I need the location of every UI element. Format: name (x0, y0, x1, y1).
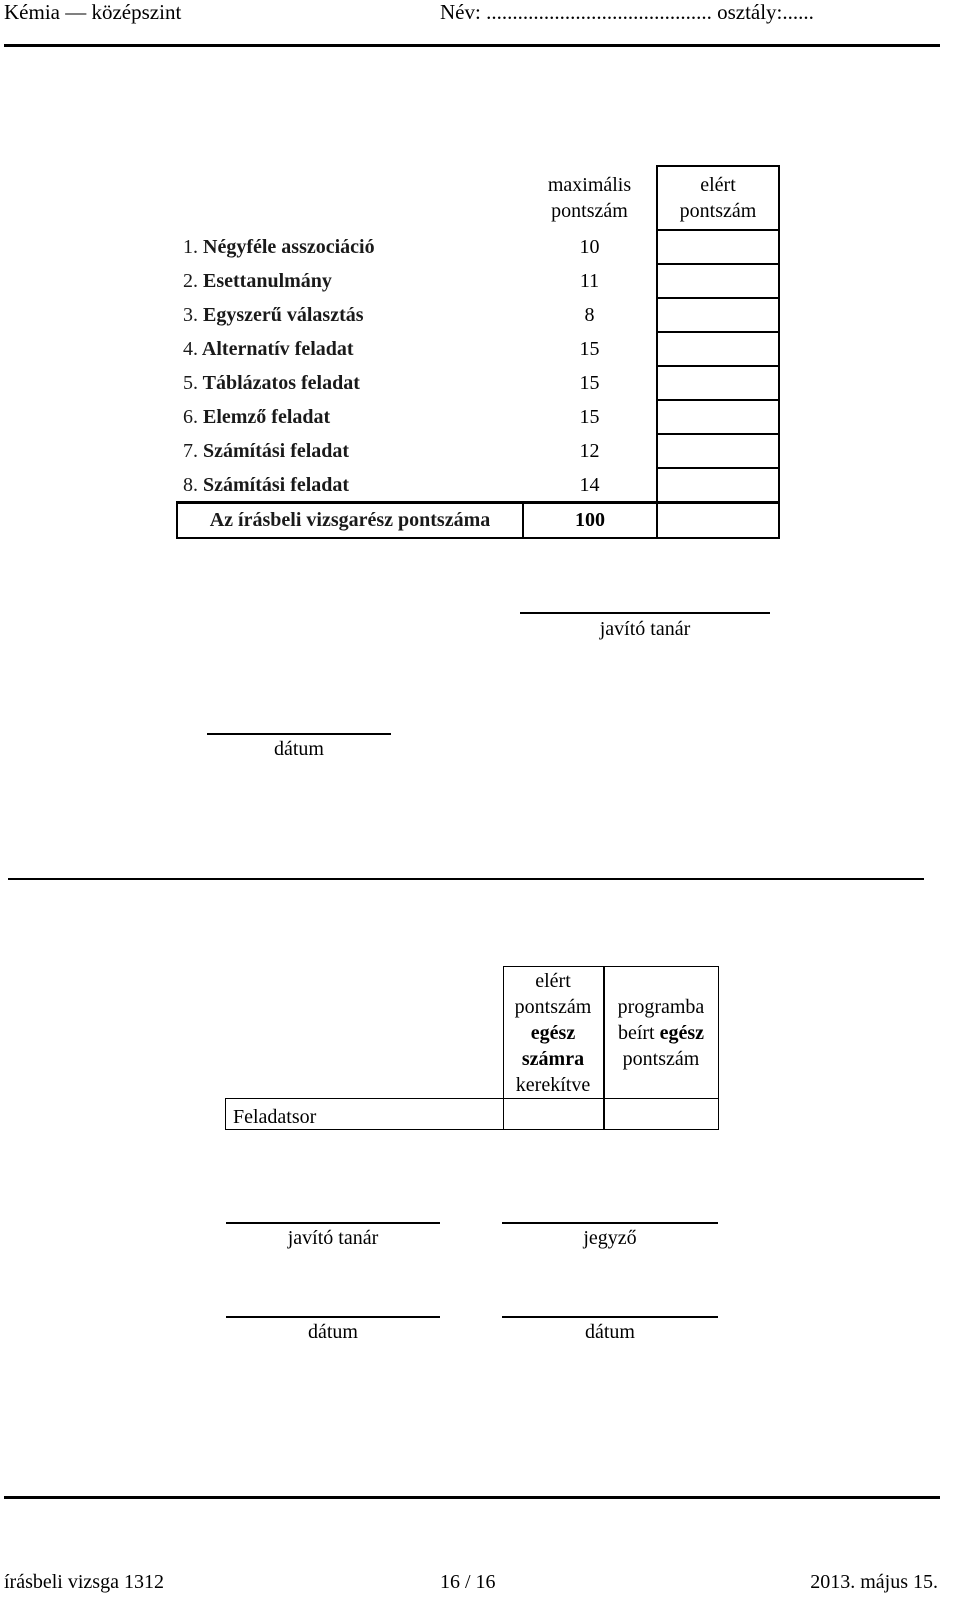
task-max: 10 (579, 236, 600, 258)
bottom-teacher-signature-line[interactable] (226, 1222, 440, 1224)
header-rule (4, 44, 940, 47)
task-title: Négyféle asszociáció (203, 236, 375, 258)
table-row (177, 264, 779, 298)
task-got-field[interactable] (657, 366, 779, 400)
task-title: Számítási feladat (203, 473, 350, 496)
task-max: 15 (579, 372, 600, 394)
total-max: 100 (523, 503, 657, 539)
bottom-date1-label: dátum (308, 1321, 358, 1343)
footer-exam-code: írásbeli vizsga 1312 (4, 1571, 164, 1593)
task-max: 15 (579, 338, 600, 360)
bottom-teacher-label: javító tanár (287, 1227, 379, 1249)
clerk-signature-line[interactable] (502, 1222, 718, 1224)
col-max-line1: maximális (547, 174, 632, 196)
program-header-line3: pontszám (622, 1048, 700, 1070)
task-name (177, 298, 523, 332)
task-number: 8. (183, 473, 198, 496)
date-signature-line[interactable] (207, 733, 391, 735)
task-name (177, 230, 523, 264)
section-separator (8, 878, 924, 880)
task-number: 6. (183, 406, 198, 428)
rounded-header-line5: kerekítve (515, 1074, 591, 1096)
feladatsor-label: Feladatsor (233, 1106, 317, 1128)
task-number: 7. (183, 440, 198, 462)
score-table-header (177, 166, 779, 230)
bottom-date2-line[interactable] (502, 1316, 718, 1318)
task-name (177, 264, 523, 298)
task-name (177, 400, 523, 434)
task-got-field[interactable] (657, 468, 779, 503)
col-max-line2: pontszám (551, 200, 628, 222)
rounded-score-header (503, 968, 603, 1098)
task-title: Alternatív feladat (201, 338, 354, 360)
footer-page-number: 16 / 16 (440, 1571, 496, 1593)
task-number: 1. (183, 236, 198, 258)
total-row (177, 503, 779, 539)
date-signature-label: dátum (274, 738, 324, 760)
col-max-header (523, 166, 657, 230)
table-row (177, 298, 779, 332)
task-max: 8 (584, 304, 595, 326)
task-title: Táblázatos feladat (202, 372, 360, 394)
task-max: 11 (579, 270, 600, 292)
bottom-date2-label: dátum (585, 1321, 635, 1343)
task-number: 3. (183, 304, 198, 326)
rounded-score-field[interactable] (503, 1098, 605, 1130)
footer-date: 2013. május 15. (810, 1571, 938, 1593)
task-title: Esettanulmány (203, 270, 332, 292)
col-got-line1: elért (700, 174, 736, 196)
task-max: 12 (579, 440, 600, 462)
task-got-field[interactable] (657, 230, 779, 264)
table-row (177, 366, 779, 400)
task-title: Egyszerű választás (203, 304, 364, 326)
task-max: 14 (579, 473, 600, 496)
rounded-header-line3: egész (530, 1022, 576, 1044)
bottom-date1-line[interactable] (226, 1316, 440, 1318)
program-score-field[interactable] (603, 1098, 719, 1130)
rounded-header-line4: számra (521, 1048, 585, 1070)
table-row (177, 230, 779, 264)
program-header-word-beirt: beírt (617, 1022, 655, 1044)
task-got-field[interactable] (657, 298, 779, 332)
task-name (177, 332, 523, 366)
task-title: Elemző feladat (203, 406, 331, 428)
task-name (177, 468, 523, 503)
score-table (176, 165, 780, 539)
task-got-field[interactable] (657, 332, 779, 366)
program-score-header (603, 994, 719, 1072)
clerk-label: jegyző (583, 1227, 637, 1249)
total-got-field[interactable] (657, 503, 779, 539)
task-max: 15 (579, 406, 600, 428)
header-empty-cell (177, 166, 523, 230)
footer-rule (4, 1496, 940, 1499)
task-name (177, 434, 523, 468)
total-label: Az írásbeli vizsgarész pontszáma (177, 503, 523, 539)
teacher-signature-line[interactable] (520, 612, 770, 614)
header-subject: Kémia — középszint (4, 0, 182, 24)
table-row (177, 434, 779, 468)
header-name-field: Név: ........................................... osztály:...... (440, 0, 814, 24)
table-row (177, 332, 779, 366)
teacher-signature-label: javító tanár (599, 618, 691, 640)
task-got-field[interactable] (657, 400, 779, 434)
task-number: 4. (183, 338, 198, 360)
task-got-field[interactable] (657, 264, 779, 298)
program-header-word-egesz: egész (659, 1022, 705, 1044)
col-got-line2: pontszám (679, 200, 757, 222)
rounded-header-line1: elért (535, 970, 571, 992)
table-row (177, 400, 779, 434)
task-number: 5. (183, 372, 198, 394)
task-number: 2. (183, 270, 198, 292)
task-got-field[interactable] (657, 434, 779, 468)
rounded-header-line2: pontszám (514, 996, 592, 1018)
program-header-line1: programba (617, 996, 705, 1018)
task-name (177, 366, 523, 400)
col-got-header (657, 166, 779, 230)
table-row (177, 468, 779, 503)
task-title: Számítási feladat (203, 440, 350, 462)
program-header-line2 (603, 1020, 719, 1046)
